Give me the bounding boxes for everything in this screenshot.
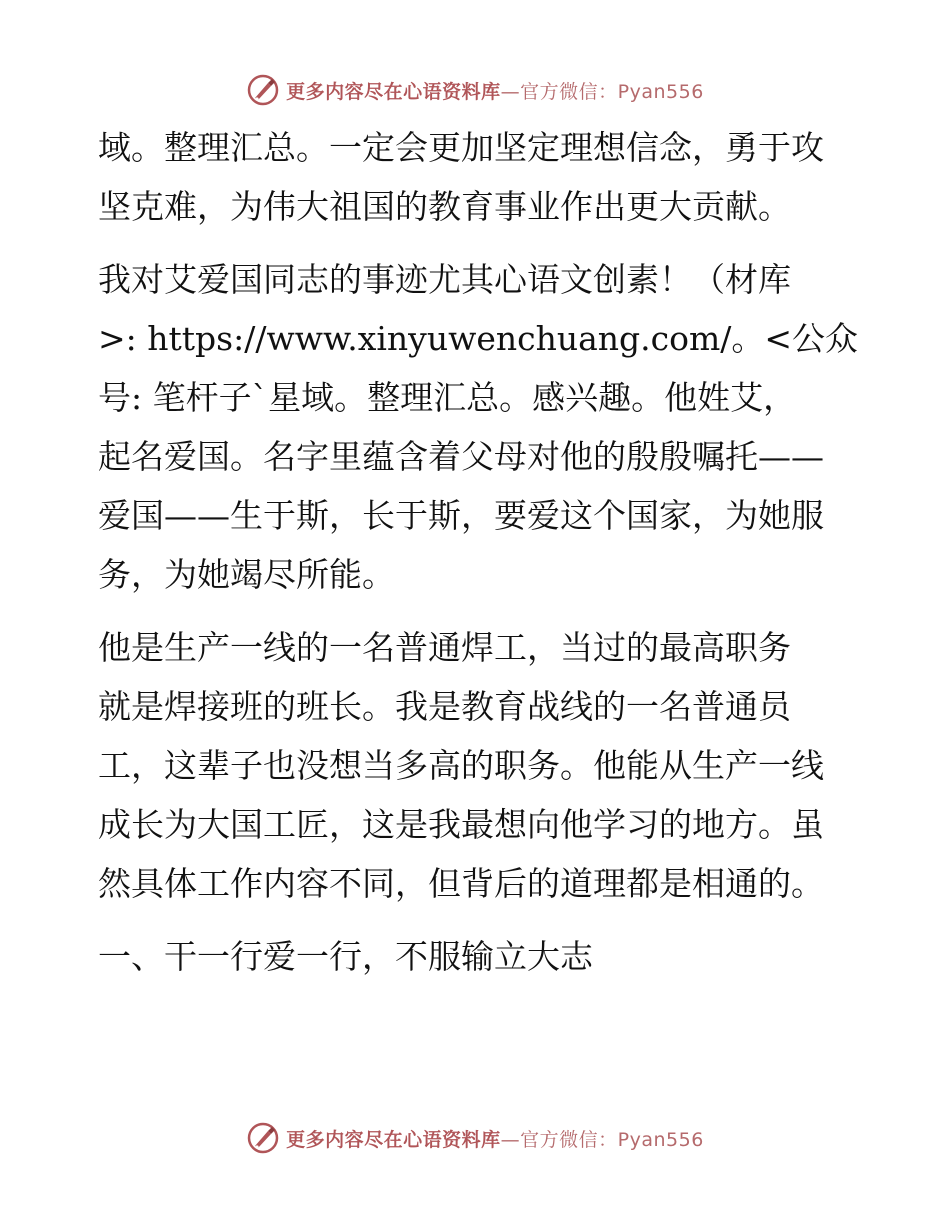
footer-banner	[0, 1118, 950, 1158]
text-line: 坚克难，为伟大祖国的教育事业作出更大贡献。	[98, 187, 791, 226]
text-line: 他是生产一线的一名普通焊工，当过的最高职务	[98, 628, 791, 667]
footer-banner-rest: —官方微信：Pyan556	[500, 1128, 704, 1151]
text-line: 我对艾爱国同志的事迹尤其心语文创素！（材库	[98, 260, 791, 299]
footer-banner-main: 更多内容尽在心语资料库	[286, 1128, 501, 1151]
header-banner-rest: —官方微信：Pyan556	[500, 80, 704, 103]
text-line: >: https://www.xinyuwenchuang.com/。<公众	[98, 319, 859, 358]
document-body	[98, 118, 858, 986]
text-line: 爱国——生于斯，长于斯，要爱这个国家，为她服	[98, 496, 824, 535]
paragraph-3	[98, 618, 858, 913]
text-line: 成长为大国工匠，这是我最想向他学习的地方。虽	[98, 805, 824, 844]
header-banner-main: 更多内容尽在心语资料库	[286, 80, 501, 103]
text-line: 务，为她竭尽所能。	[98, 555, 395, 594]
text-line: 就是焊接班的班长。我是教育战线的一名普通员	[98, 687, 791, 726]
text-line: 起名爱国。名字里蕴含着父母对他的殷殷嘱托——	[98, 437, 824, 476]
text-line: 工，这辈子也没想当多高的职务。他能从生产一线	[98, 746, 824, 785]
section-heading: 一、干一行爱一行，不服输立大志	[98, 937, 593, 976]
pen-circle-icon	[246, 73, 280, 107]
header-banner-text	[286, 77, 704, 104]
text-line: 号: 笔杆子`星域。整理汇总。感兴趣。他姓艾，	[98, 378, 797, 417]
paragraph-1	[98, 118, 858, 236]
footer-banner-text	[286, 1125, 704, 1152]
pen-circle-icon	[246, 1121, 280, 1155]
paragraph-2	[98, 250, 858, 604]
text-line: 然具体工作内容不同，但背后的道理都是相通的。	[98, 864, 824, 903]
header-banner	[0, 70, 950, 110]
text-line: 域。整理汇总。一定会更加坚定理想信念，勇于攻	[98, 128, 824, 167]
